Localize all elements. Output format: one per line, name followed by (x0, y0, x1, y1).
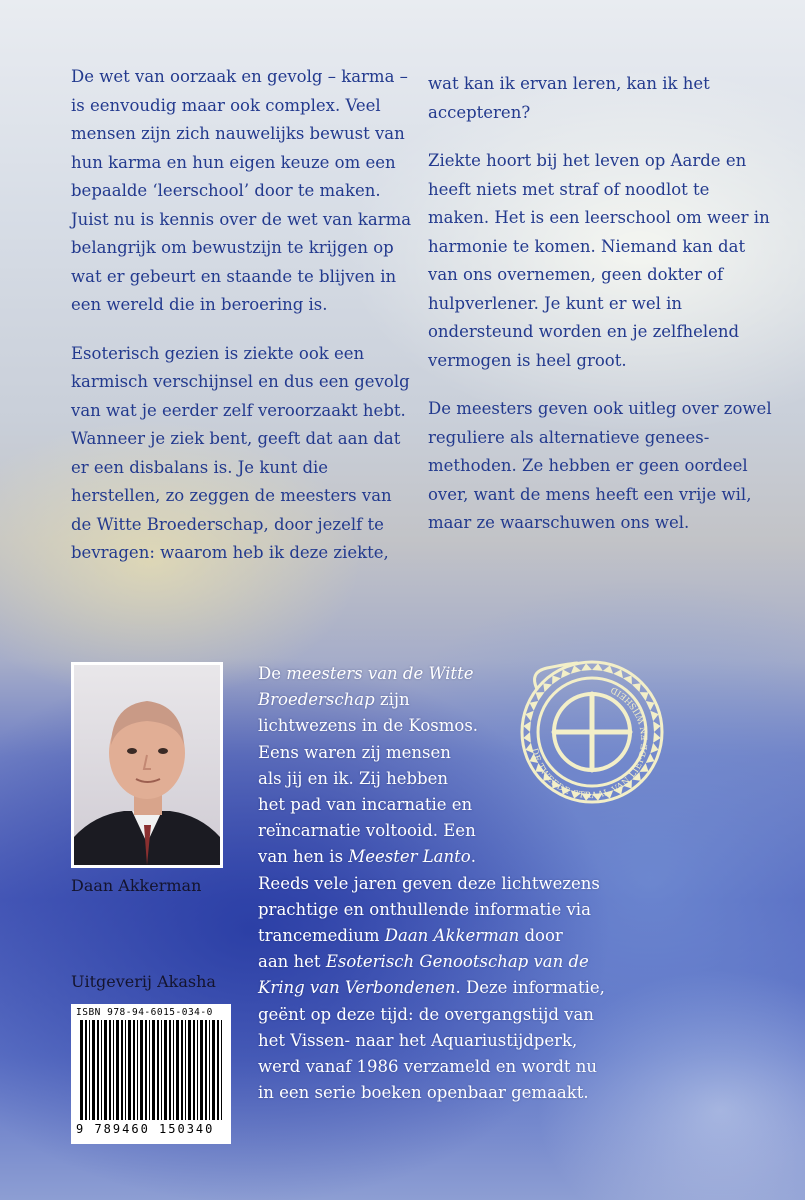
about-emphasis: Esoterisch Genootschap van de (325, 952, 589, 972)
right-paragraph-1: wat kan ik ervan leren, kan ik het accepteren? (428, 74, 710, 122)
isbn-barcode (71, 1004, 231, 1144)
barcode-bar (128, 1020, 131, 1120)
barcode-bar (137, 1020, 138, 1120)
emblem-tooth (523, 732, 531, 743)
barcode-bars (76, 1020, 226, 1120)
barcode-bar (200, 1020, 203, 1120)
second-ray-emblem-icon (507, 654, 677, 809)
about-line-11 (258, 923, 743, 949)
barcode-bar (125, 1020, 126, 1120)
about-line-7: reïncarnatie voltooid. Een (258, 821, 476, 841)
emblem-tooth (623, 676, 632, 685)
about-line-14: geënt op deze tijd: de overgangstijd van (258, 1004, 594, 1024)
about-line-3: lichtwezens in de Kosmos. (258, 716, 479, 736)
barcode-bar (121, 1020, 123, 1120)
emblem-tooth (592, 663, 603, 671)
about-line-12 (258, 949, 743, 975)
emblem-tooth (613, 670, 623, 679)
about-emphasis: Daan Akkerman (384, 926, 520, 946)
about-text-part: De (258, 664, 287, 683)
barcode-bar (116, 1020, 119, 1120)
emblem-tooth (650, 711, 658, 721)
about-line-13 (258, 975, 743, 1001)
barcode-bar (85, 1020, 87, 1120)
emblem-tooth (653, 721, 661, 732)
emblem-tooth (640, 692, 649, 701)
barcode-bar (140, 1020, 143, 1120)
barcode-bar (212, 1020, 215, 1120)
barcode-bar (185, 1020, 186, 1120)
emblem-tooth (653, 732, 661, 743)
author-caption: Daan Akkerman (71, 876, 202, 895)
emblem-tooth (525, 711, 533, 721)
about-text-part: trancemedium (258, 926, 385, 946)
barcode-bar (221, 1020, 222, 1120)
barcode-digits: 9 789460 150340 (76, 1122, 215, 1136)
barcode-bar (109, 1020, 111, 1120)
barcode-bar (188, 1020, 191, 1120)
about-line-8 (258, 844, 743, 870)
barcode-bar (113, 1020, 114, 1120)
about-text-part: . (470, 847, 476, 867)
barcode-bar (101, 1020, 102, 1120)
about-line-17: in een serie boeken openbaar gemaakt. (258, 1083, 589, 1103)
about-line-4: Eens waren zij mensen (258, 742, 451, 762)
emblem-tooth (632, 683, 641, 692)
barcode-bar (152, 1020, 155, 1120)
right-text-column (428, 70, 773, 558)
about-text-part: aan het (258, 952, 326, 972)
author-portrait-image (74, 665, 220, 865)
emblem-tooth (523, 721, 531, 732)
barcode-bar (145, 1020, 147, 1120)
about-line-9: Reeds vele jaren geven deze lichtwezens (258, 873, 600, 893)
barcode-bar (169, 1020, 171, 1120)
author-photo (71, 662, 223, 868)
emblem-tooth (530, 701, 539, 711)
about-text-part: zijn (374, 690, 410, 710)
about-emphasis: Meester Lanto (348, 847, 471, 867)
barcode-bar (80, 1020, 83, 1120)
emblem-tooth (650, 743, 658, 753)
about-line-6: het pad van incarnatie en (258, 795, 473, 815)
about-emphasis: Broederschap (258, 690, 375, 710)
barcode-bar (97, 1020, 99, 1120)
barcode-bar (197, 1020, 198, 1120)
barcode-bar (193, 1020, 195, 1120)
barcode-bar (89, 1020, 90, 1120)
about-line-16: werd vanaf 1986 verzameld en wordt nu (258, 1057, 598, 1077)
barcode-bar (164, 1020, 167, 1120)
publisher-name: Uitgeverij Akasha (71, 972, 216, 991)
emblem-tooth (543, 683, 552, 692)
emblem-tooth (571, 665, 581, 673)
emblem-tooth (561, 670, 571, 679)
barcode-bar (205, 1020, 207, 1120)
barcode-bar (104, 1020, 107, 1120)
barcode-bar (217, 1020, 219, 1120)
barcode-bar (173, 1020, 174, 1120)
left-text-column (71, 63, 416, 588)
emblem-tooth (552, 676, 561, 685)
barcode-bar (133, 1020, 135, 1120)
about-emphasis: Kring van Verbondenen (258, 978, 456, 998)
about-line-15: het Vissen- naar het Aquariustijdperk, (258, 1030, 578, 1050)
barcode-bar (209, 1020, 210, 1120)
about-text-part: van hen is (258, 847, 349, 867)
about-text-part: . Deze informatie, (455, 978, 605, 998)
right-paragraph-2: Ziekte hoort bij het leven op Aarde en heeft niets met straf of noodlot te maken. Het is een leerschool om weer in harmonie te komen. Niemand kan dat van ons overnemen, geen dokter of hulpverlener. Je kunt er wel in ondersteund worden en je zelfhelend vermogen is heel groot. (428, 151, 770, 370)
about-emphasis: meesters van de Witte (286, 664, 474, 683)
about-line-10: prachtige en onthullende informatie via (258, 899, 591, 919)
isbn-label: ISBN 978-94-6015-034-0 (76, 1007, 213, 1018)
emblem-tooth (536, 692, 545, 701)
barcode-bar (181, 1020, 183, 1120)
barcode-bar (176, 1020, 179, 1120)
right-paragraph-3: De meesters geven ook uitleg over zowel reguliere als alternatieve genees-methoden. Ze hebben er geen oordeel over, want de mens heeft een vrije wil, maar ze waarschuwen ons wel. (428, 399, 772, 532)
barcode-bar (157, 1020, 159, 1120)
about-line-5: als jij en ik. Zij hebben (258, 768, 448, 788)
barcode-bar (92, 1020, 95, 1120)
barcode-bar (149, 1020, 150, 1120)
about-text-part: door (519, 926, 563, 946)
barcode-bar (161, 1020, 162, 1120)
emblem-tooth (581, 663, 592, 671)
left-paragraph-2: Esoterisch gezien is ziekte ook een karmisch verschijnsel en dus een gevolg van wat je eerder zelf veroorzaakt hebt. Wanneer je ziek bent, geeft dat aan dat er een disbalans is. Je kunt die herstellen, zo zeggen de meesters van de Witte Broederschap, door jezelf te bevragen: waarom heb ik deze ziekte, (71, 343, 410, 562)
emblem-ring-text: DE TWEEDE STRAAL VAN LIEFDE EN WIJSHEID (528, 683, 651, 802)
emblem-tooth (646, 701, 655, 711)
emblem-tooth (603, 665, 613, 673)
left-paragraph-1: De wet van oorzaak en gevolg – karma – is eenvoudig maar ook complex. Veel mensen zijn zich nauwelijks bewust van hun karma en hun eigen keuze om een bepaalde ‘leerschool’ door te maken. Juist nu is kennis over de wet van karma belangrijk om bewustzijn te krijgen op wat er gebeurt en staande te blijven in een wereld die in beroering is. (71, 67, 412, 314)
